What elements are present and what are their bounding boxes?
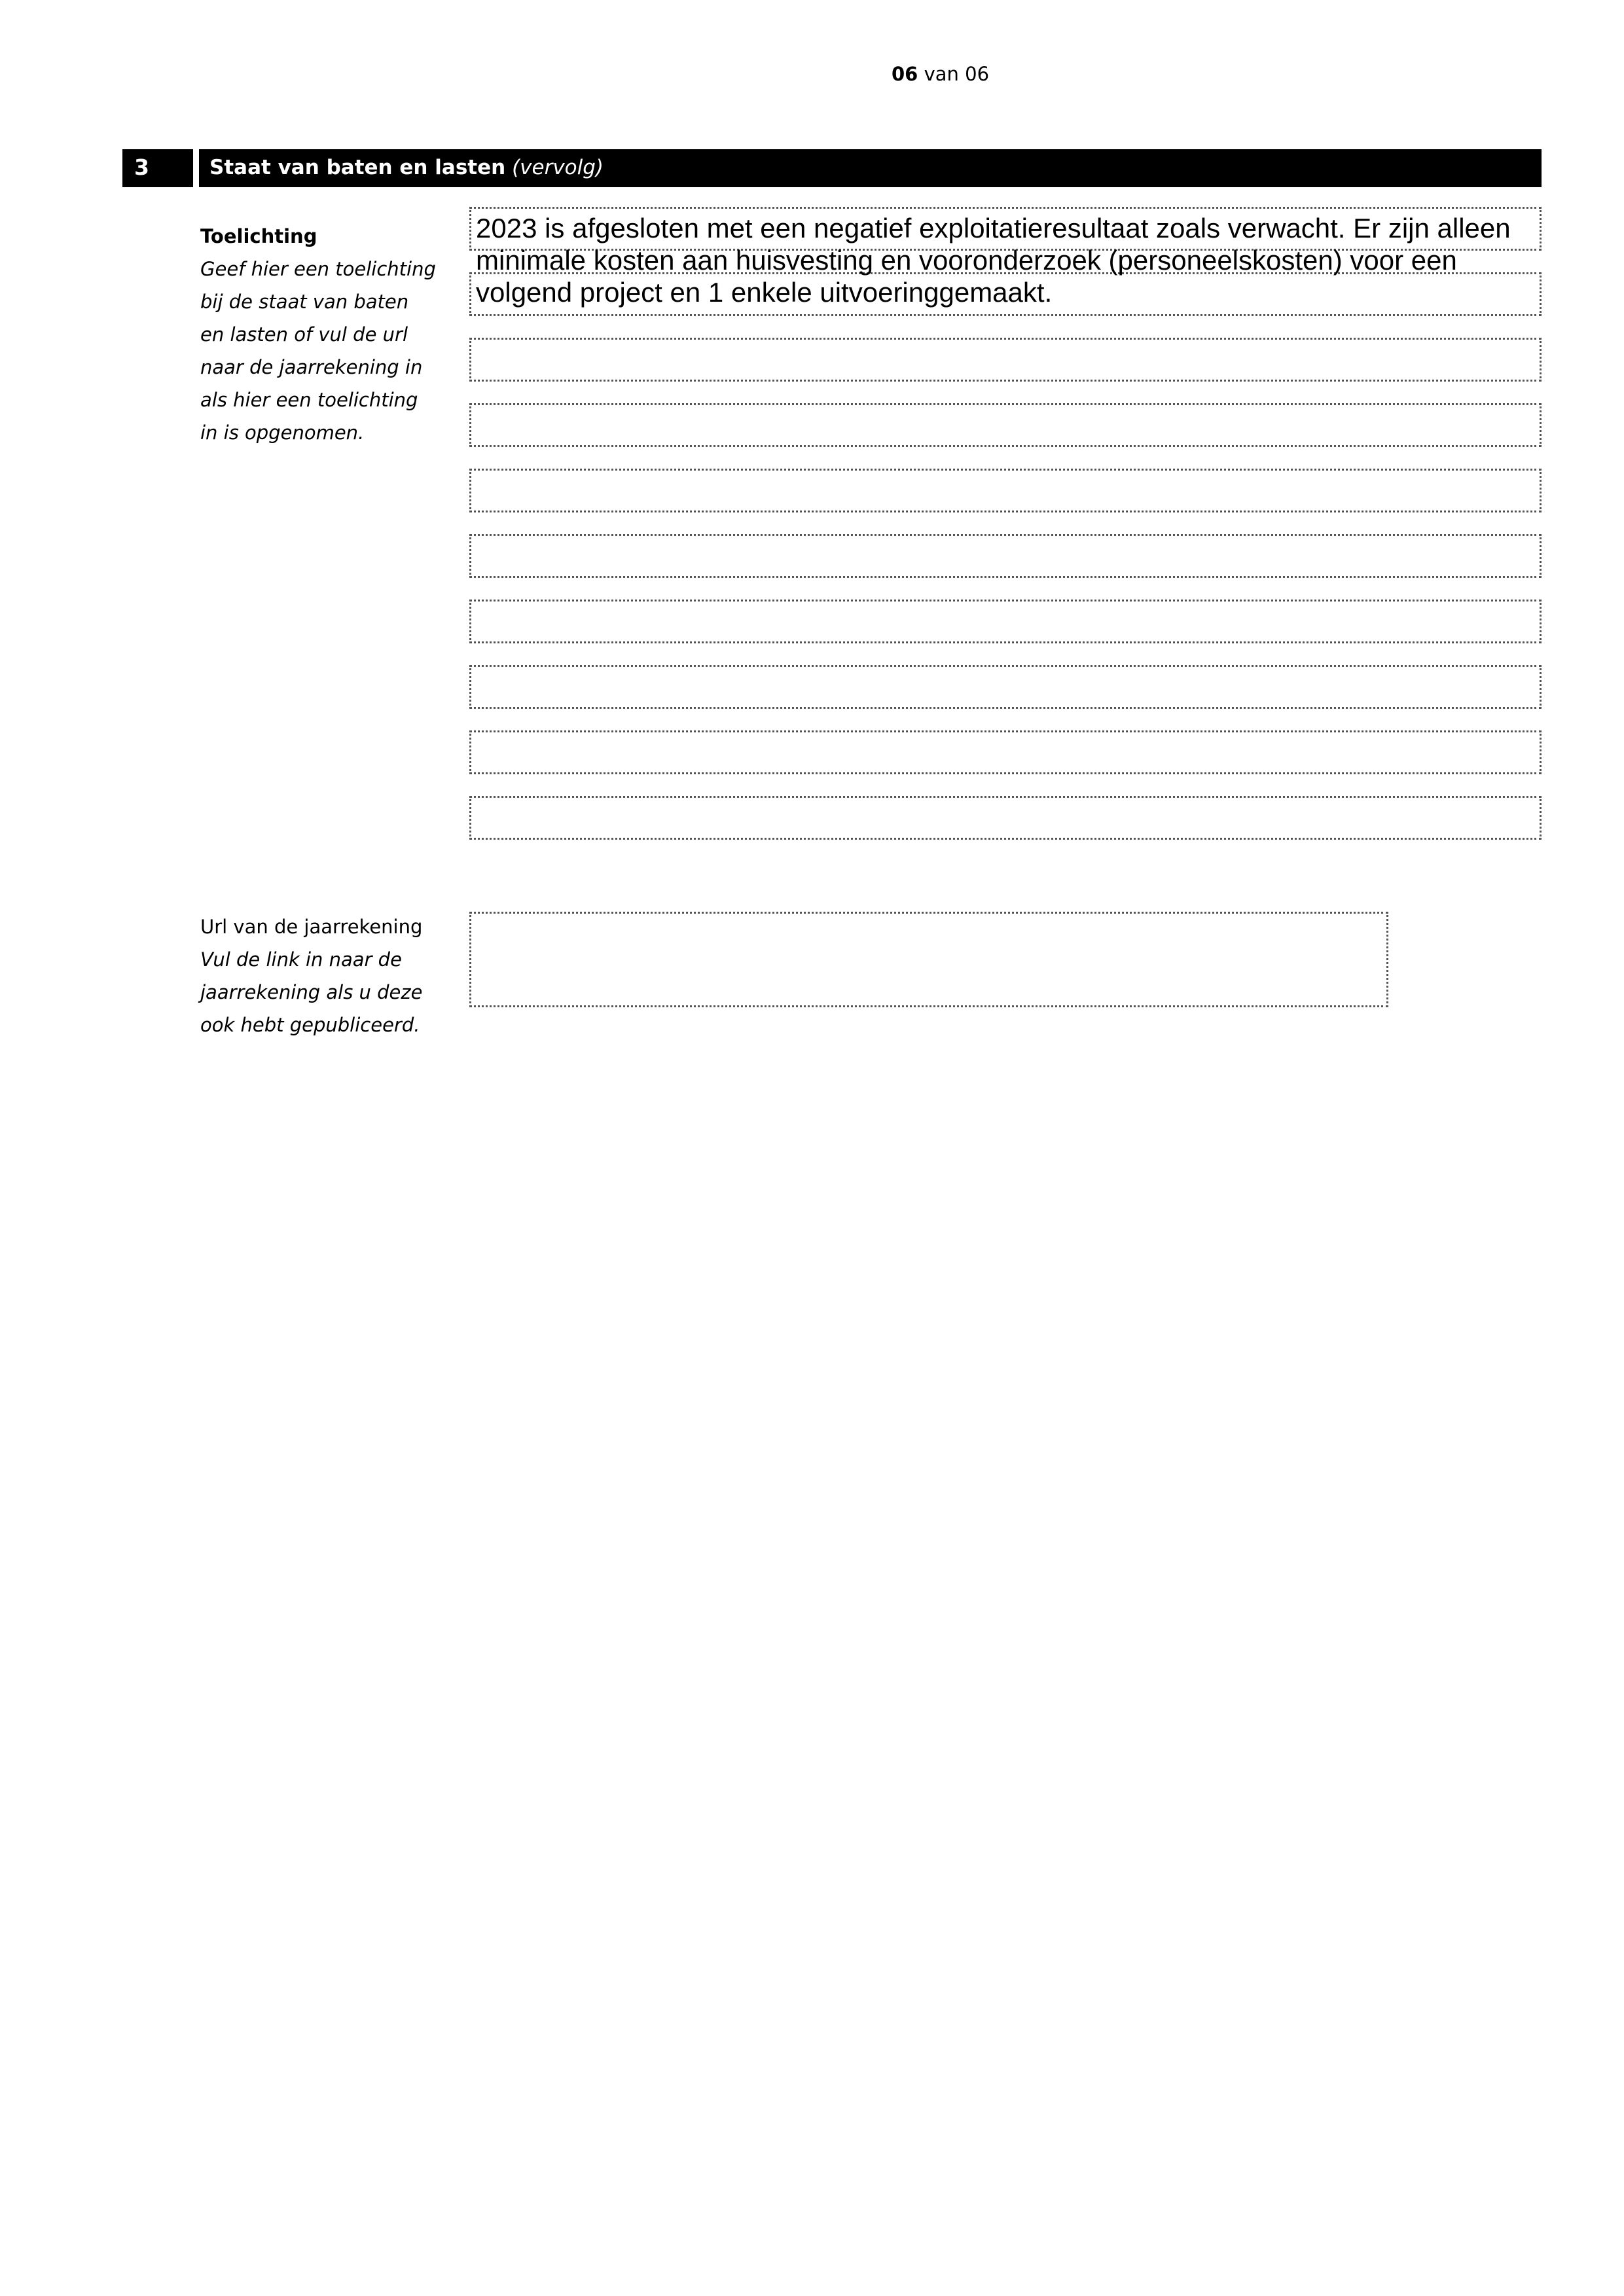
url-help: Vul de link in naar de jaarrekening als u deze ook hebt gepubliceerd. [200,948,423,1036]
toelichting-text: 2023 is afgesloten met een negatief exploitatieresultaat zoals verwacht. Er zijn alleen minimale kosten aan huisvesting en vooronderzoek (personeelskosten) voor een volgend project en 1 enkele uitvoeringgemaakt. [476,213,1511,308]
toelichting-label-block [200,220,436,449]
toelichting-field-line[interactable] [469,796,1542,840]
page-number [892,63,989,85]
url-label-block [200,910,436,1041]
page-total: 06 [965,63,990,85]
page-current: 06 [892,63,918,85]
toelichting-help: Geef hier een toelichting bij de staat van baten en lasten of vul de url naar de jaarrekening in als hier een toelichting in is opgenomen. [200,258,436,444]
section-subtitle: (vervolg) [512,156,604,179]
section-header [199,149,1542,187]
toelichting-field-line[interactable] [469,730,1542,774]
url-input[interactable] [469,912,1388,1007]
section-number: 3 [122,149,193,187]
toelichting-field-line[interactable] [469,534,1542,578]
toelichting-label: Toelichting [200,225,317,247]
section-title: Staat van baten en lasten [209,156,506,179]
toelichting-field-line[interactable] [469,600,1542,643]
toelichting-field-line[interactable] [469,403,1542,447]
toelichting-field-line[interactable] [469,665,1542,709]
url-label: Url van de jaarrekening [200,916,423,938]
toelichting-field-line[interactable] [469,338,1542,382]
toelichting-field-line[interactable] [469,469,1542,512]
page-separator: van [924,63,959,85]
